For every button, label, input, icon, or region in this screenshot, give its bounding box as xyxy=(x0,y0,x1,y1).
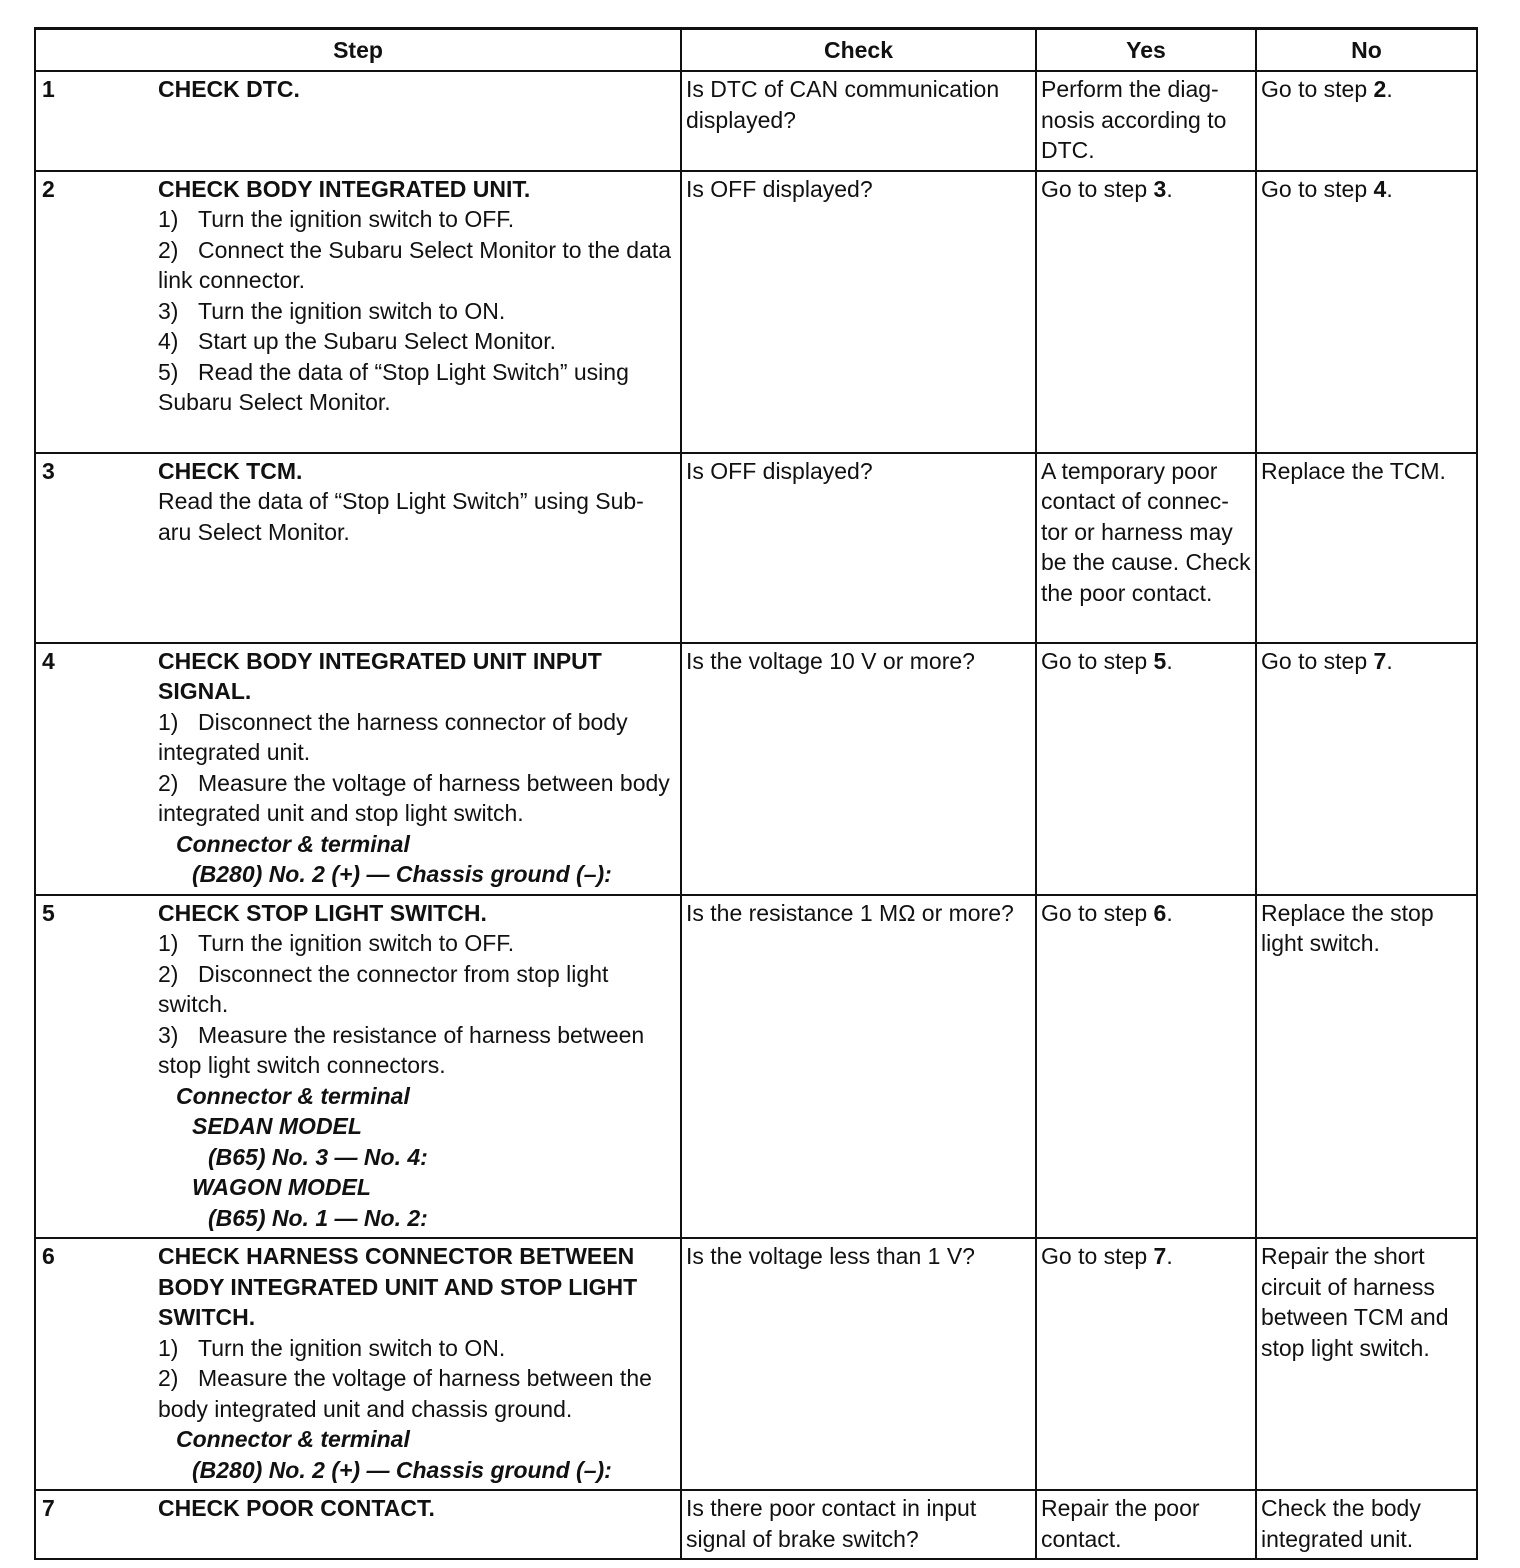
header-no: No xyxy=(1256,29,1477,72)
table-row xyxy=(35,643,1477,895)
yes-end: . xyxy=(1166,899,1173,926)
instruction-text: Connect the Subaru Select Monitor to the data link connector. xyxy=(158,236,672,293)
instruction-number: 2) xyxy=(158,1365,179,1391)
no-cell: Check the body integrated unit. xyxy=(1256,1490,1477,1559)
no-text: Go to step xyxy=(1261,175,1374,202)
instruction-line xyxy=(158,296,674,327)
yes-text: Go to step xyxy=(1041,1243,1154,1269)
yes-cell: A temporary poor contact of connec-tor or harness may be the cause. Check the poor contact. xyxy=(1036,453,1256,643)
step-cell xyxy=(35,71,681,171)
step-body xyxy=(158,644,680,894)
header-step: Step xyxy=(35,29,681,72)
table-row xyxy=(35,453,1477,643)
no-end: . xyxy=(1386,76,1393,102)
instruction-line xyxy=(158,1333,674,1364)
check-cell: Is the resistance 1 MΩ or more? xyxy=(681,895,1036,1239)
step-number: 7 xyxy=(42,1495,55,1521)
connector-value: (B280) No. 2 (+) — Chassis ground (–): xyxy=(192,1456,612,1483)
no-end: . xyxy=(1386,647,1393,674)
step-number: 3 xyxy=(42,457,55,484)
step-cell xyxy=(35,1490,681,1559)
no-cell xyxy=(1256,71,1477,171)
step-description: Read the data of “Stop Light Switch” using Sub-aru Select Monitor. xyxy=(158,488,644,545)
yes-cell xyxy=(1036,895,1256,1239)
header-yes: Yes xyxy=(1036,29,1256,72)
instruction-text: Turn the ignition switch to ON. xyxy=(198,1334,506,1361)
yes-cell xyxy=(1036,171,1256,453)
step-cell xyxy=(35,1238,681,1490)
diagnostic-table xyxy=(34,27,1478,1560)
step-number: 2 xyxy=(42,175,55,202)
model-wagon: WAGON MODEL xyxy=(192,1174,371,1200)
instruction-line xyxy=(158,326,674,357)
instruction-number: 2) xyxy=(158,769,179,796)
step-cell xyxy=(35,453,681,643)
yes-text: Go to step xyxy=(1041,175,1154,202)
step-title: CHECK POOR CONTACT. xyxy=(158,1495,435,1521)
yes-end: . xyxy=(1166,175,1173,202)
table-row xyxy=(35,1238,1477,1490)
header-check: Check xyxy=(681,29,1036,72)
instruction-line xyxy=(158,768,674,829)
step-title: CHECK BODY INTEGRATED UNIT. xyxy=(158,175,531,202)
instruction-text: Disconnect the harness connector of body integrated unit. xyxy=(158,708,628,765)
step-cell xyxy=(35,895,681,1239)
connector-label: Connector & terminal xyxy=(176,1426,410,1452)
connector-label: Connector & terminal xyxy=(176,830,410,857)
yes-cell: Repair the poor contact. xyxy=(1036,1490,1256,1559)
instruction-text: Turn the ignition switch to OFF. xyxy=(198,930,515,956)
table-row xyxy=(35,71,1477,171)
yes-text: Go to step xyxy=(1041,647,1154,674)
instruction-line xyxy=(158,235,674,296)
step-title: CHECK DTC. xyxy=(158,76,300,102)
step-body xyxy=(158,454,680,552)
yes-step-ref: 6 xyxy=(1153,899,1167,926)
yes-cell xyxy=(1036,1238,1256,1490)
step-body xyxy=(158,1491,680,1528)
step-number: 5 xyxy=(42,899,55,926)
instruction-text: Disconnect the connector from stop light switch. xyxy=(158,960,609,1017)
instruction-number: 2) xyxy=(158,236,179,263)
no-step-ref: 4 xyxy=(1373,175,1387,202)
instruction-number: 4) xyxy=(158,328,179,354)
instruction-number: 1) xyxy=(158,1334,179,1361)
check-cell: Is the voltage less than 1 V? xyxy=(681,1238,1036,1490)
instruction-text: Start up the Subaru Select Monitor. xyxy=(198,328,556,354)
yes-cell xyxy=(1036,643,1256,895)
step-number: 4 xyxy=(42,647,55,674)
check-cell: Is OFF displayed? xyxy=(681,171,1036,453)
no-cell: Repair the short circuit of harness between TCM and stop light switch. xyxy=(1256,1238,1477,1490)
instruction-text: Measure the voltage of harness between body integrated unit and stop light switch. xyxy=(158,769,670,826)
step-body xyxy=(158,172,680,422)
no-cell xyxy=(1256,171,1477,453)
table-header-row xyxy=(35,29,1477,72)
no-text: Go to step xyxy=(1261,76,1374,102)
table-row xyxy=(35,171,1477,453)
instruction-number: 5) xyxy=(158,358,179,385)
step-cell xyxy=(35,643,681,895)
step-title: CHECK TCM. xyxy=(158,457,303,484)
step-body xyxy=(158,72,680,109)
instruction-text: Turn the ignition switch to OFF. xyxy=(198,206,515,232)
instruction-line xyxy=(158,707,674,768)
instruction-text: Turn the ignition switch to ON. xyxy=(198,297,506,324)
yes-cell: Perform the diag-nosis according to DTC. xyxy=(1036,71,1256,171)
yes-end: . xyxy=(1166,1243,1173,1269)
instruction-number: 3) xyxy=(158,297,179,324)
connector-value-wagon: (B65) No. 1 — No. 2: xyxy=(208,1204,428,1231)
instruction-line xyxy=(158,357,674,418)
instruction-line xyxy=(158,1020,674,1081)
instruction-number: 2) xyxy=(158,960,179,987)
connector-value: (B280) No. 2 (+) — Chassis ground (–): xyxy=(192,861,612,887)
yes-end: . xyxy=(1166,647,1173,674)
yes-text: Go to step xyxy=(1041,899,1154,926)
check-cell: Is there poor contact in input signal of brake switch? xyxy=(681,1490,1036,1559)
step-body xyxy=(158,896,680,1238)
table-row xyxy=(35,895,1477,1239)
yes-step-ref: 5 xyxy=(1153,647,1167,674)
model-sedan: SEDAN MODEL xyxy=(192,1113,362,1139)
no-cell xyxy=(1256,643,1477,895)
no-end: . xyxy=(1386,175,1393,202)
check-cell: Is OFF displayed? xyxy=(681,453,1036,643)
step-cell xyxy=(35,171,681,453)
step-number: 6 xyxy=(42,1243,55,1269)
no-cell: Replace the stop light switch. xyxy=(1256,895,1477,1239)
check-cell: Is DTC of CAN communication displayed? xyxy=(681,71,1036,171)
step-title: CHECK STOP LIGHT SWITCH. xyxy=(158,899,487,926)
table-row xyxy=(35,1490,1477,1559)
instruction-text: Measure the voltage of harness between the body integrated unit and chassis ground. xyxy=(158,1365,652,1422)
instruction-number: 1) xyxy=(158,206,179,232)
instruction-number: 1) xyxy=(158,708,179,735)
connector-value-sedan: (B65) No. 3 — No. 4: xyxy=(208,1143,428,1170)
yes-step-ref: 3 xyxy=(1153,175,1167,202)
no-text: Go to step xyxy=(1261,647,1374,674)
instruction-line xyxy=(158,959,674,1020)
instruction-line xyxy=(158,928,674,959)
step-title: CHECK HARNESS CONNECTOR BETWEEN BODY INTEGRATED UNIT AND STOP LIGHT SWITCH. xyxy=(158,1243,638,1330)
instruction-line xyxy=(158,204,674,235)
connector-label: Connector & terminal xyxy=(176,1082,410,1109)
check-cell: Is the voltage 10 V or more? xyxy=(681,643,1036,895)
yes-step-ref: 7 xyxy=(1153,1243,1167,1269)
step-title: CHECK BODY INTEGRATED UNIT INPUT SIGNAL. xyxy=(158,647,602,704)
instruction-number: 1) xyxy=(158,930,179,956)
step-body xyxy=(158,1239,680,1489)
no-step-ref: 7 xyxy=(1373,647,1387,674)
instruction-text: Measure the resistance of harness between stop light switch connectors. xyxy=(158,1021,645,1078)
instruction-text: Read the data of “Stop Light Switch” using Subaru Select Monitor. xyxy=(158,358,629,415)
instruction-number: 3) xyxy=(158,1021,179,1048)
no-cell: Replace the TCM. xyxy=(1256,453,1477,643)
instruction-line xyxy=(158,1363,674,1424)
no-step-ref: 2 xyxy=(1373,76,1387,102)
step-number: 1 xyxy=(42,76,55,102)
